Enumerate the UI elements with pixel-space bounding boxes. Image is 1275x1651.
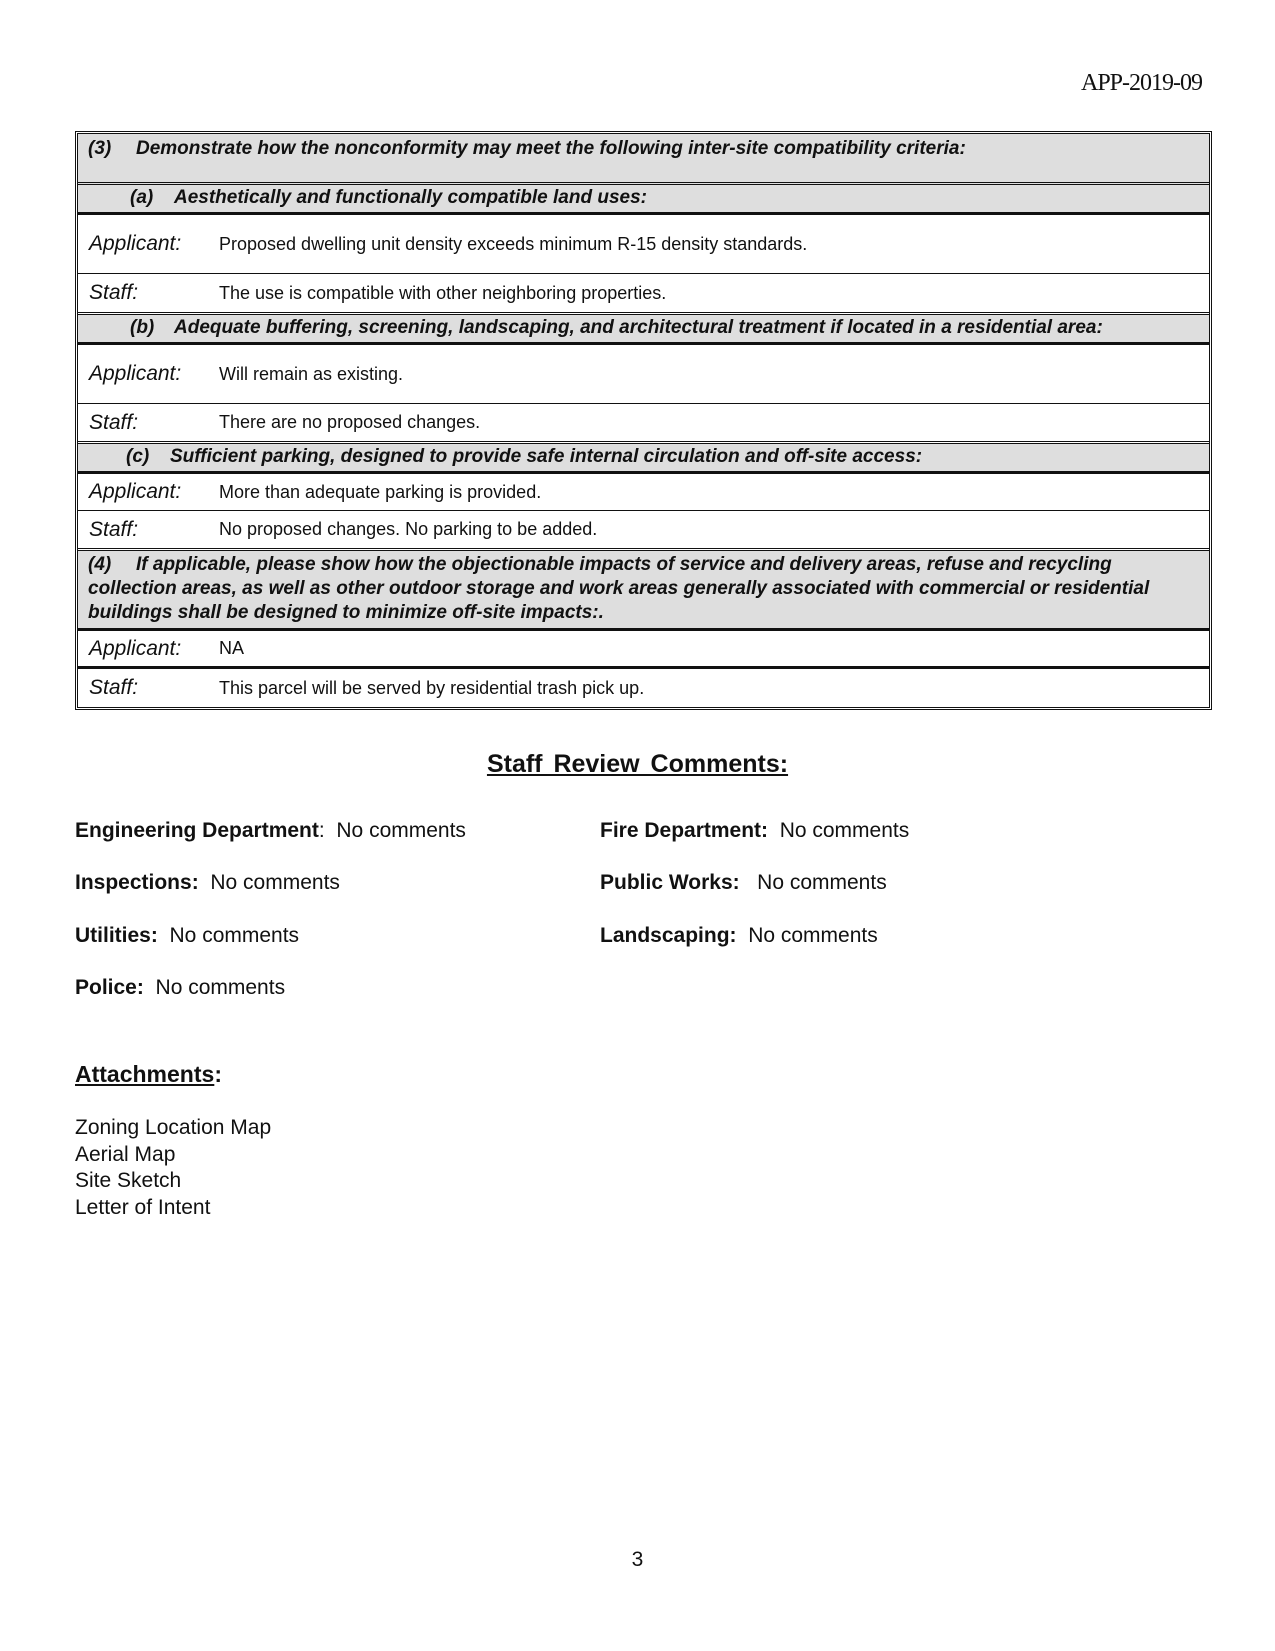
criterion-letter: (c) <box>126 446 150 467</box>
applicant-row <box>78 345 1209 404</box>
review-utilities <box>75 924 299 948</box>
section-number: (4) <box>88 554 112 575</box>
attachments-heading <box>75 1061 222 1088</box>
review-police <box>75 976 285 1000</box>
department-comment: No comments <box>210 871 340 894</box>
review-fire <box>600 819 909 843</box>
section-title: Demonstrate how the nonconformity may meet the following inter-site compatibility criteria: <box>136 138 966 159</box>
staff-label: Staff: <box>89 517 139 541</box>
department-label: Utilities: <box>75 924 158 947</box>
attachment-item: Letter of Intent <box>75 1195 211 1219</box>
department-comment: No comments <box>757 871 887 894</box>
review-public-works <box>600 871 887 895</box>
department-label: Fire Department: <box>600 819 769 842</box>
page-number: 3 <box>631 1548 644 1571</box>
staff-row <box>78 511 1209 548</box>
attachment-item: Site Sketch <box>75 1169 182 1192</box>
criterion-title: Aesthetically and functionally compatible land uses: <box>174 187 647 208</box>
department-comment: No comments <box>169 924 300 947</box>
applicant-response: More than adequate parking is provided. <box>219 481 542 502</box>
applicant-response: Proposed dwelling unit density exceeds minimum R-15 density standards. <box>219 233 808 254</box>
criterion-b-header <box>78 315 1209 342</box>
applicant-label: Applicant: <box>89 232 182 255</box>
criterion-title: Sufficient parking, designed to provide safe internal circulation and off-site access: <box>170 446 923 467</box>
review-landscaping <box>600 924 878 948</box>
department-label: Inspections: <box>75 871 199 894</box>
criterion-letter: (a) <box>130 187 154 208</box>
section-4-header <box>78 551 1209 628</box>
compatibility-criteria-table <box>75 131 1212 710</box>
department-comment: No comments <box>748 924 878 947</box>
section-number: (3) <box>88 138 112 159</box>
section-3-header <box>78 134 1209 185</box>
applicant-response: Will remain as existing. <box>219 363 404 384</box>
label-colon: : <box>318 819 325 842</box>
document-id: APP-2019-09 <box>1080 70 1202 96</box>
section-title: If applicable, please show how the objectionable impacts of service and delivery areas, refuse and recycling collection areas, as well as other outdoor storage and work areas generally associated with commercial or residential buildings shall be designed to minimize off-site impacts:. <box>88 554 1150 623</box>
criterion-title: Adequate buffering, screening, landscaping, and architectural treatment if located in a residential area: <box>174 317 1103 338</box>
staff-response: This parcel will be served by residential trash pick up. <box>219 677 645 698</box>
department-label: Landscaping: <box>600 924 737 947</box>
applicant-label: Applicant: <box>89 362 182 385</box>
staff-review-heading: Staff Review Comments: <box>486 750 789 778</box>
department-label: Engineering Department <box>75 819 319 842</box>
department-comment: No comments <box>336 819 466 842</box>
staff-row <box>78 404 1209 441</box>
review-engineering <box>75 819 466 843</box>
attachments-colon: : <box>214 1061 222 1087</box>
criterion-a-header <box>78 185 1209 212</box>
criterion-c-header <box>78 444 1209 471</box>
staff-row <box>78 274 1209 312</box>
department-label: Police: <box>75 976 144 999</box>
staff-response: No proposed changes. No parking to be added. <box>219 519 598 539</box>
staff-response: The use is compatible with other neighboring properties. <box>219 282 667 303</box>
department-comment: No comments <box>155 976 286 999</box>
applicant-response: NA <box>219 638 245 658</box>
attachment-item: Zoning Location Map <box>75 1116 272 1139</box>
criterion-letter: (b) <box>130 317 155 338</box>
attachments-title: Attachments <box>75 1061 215 1087</box>
applicant-row <box>78 474 1209 511</box>
staff-label: Staff: <box>89 410 139 434</box>
attachments-list <box>75 1115 271 1221</box>
staff-response: There are no proposed changes. <box>219 412 481 432</box>
review-inspections <box>75 871 340 895</box>
department-label: Public Works: <box>600 871 740 894</box>
applicant-label: Applicant: <box>89 636 182 660</box>
staff-row <box>78 669 1209 707</box>
applicant-label: Applicant: <box>89 480 182 503</box>
applicant-row <box>78 631 1209 669</box>
staff-label: Staff: <box>89 676 139 699</box>
department-comment: No comments <box>779 819 910 842</box>
attachment-item: Aerial Map <box>75 1142 176 1166</box>
applicant-row <box>78 215 1209 274</box>
staff-label: Staff: <box>89 281 139 304</box>
